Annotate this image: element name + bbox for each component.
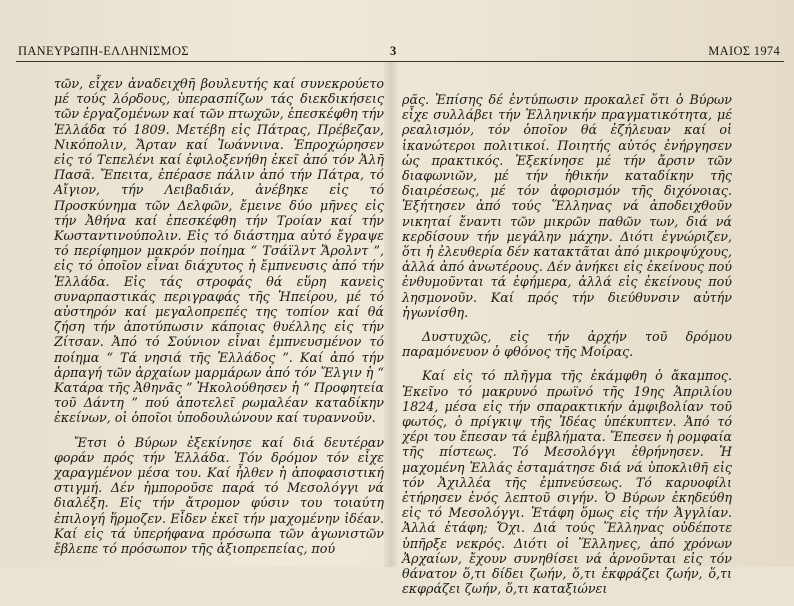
right-column — [402, 92, 732, 606]
right-paragraph: Δυστυχῶς, εἰς τήν ἀρχήν τοῦ δρόμου παραμόνευον ὁ φθόνος τῆς Μοίρας. — [402, 329, 732, 360]
header-rule — [16, 61, 784, 62]
right-paragraph: ρᾶς. Ἐπίσης δέ ἐντύπωσιν προκαλεῖ ὅτι ὁ Βύρων εἶχε συλλάβει τήν Ἑλληνικήν πραγματικότητα, μέ ρεαλισμόν, τόν ὁποῖον θά ἐζήλευαν καί οἱ ἱκανώτεροι πολιτικοί. Ποιητής αὐτός ἐνήργησεν ὡς πρακτικός. Ἐξεκίνησε μέ τήν ἄρσιν τῶν διαφωνιῶν, μέ τήν ἠθικήν καταδίκην τῆς διαιρέσεως, μέ τόν ἀφορισμόν τῆς διχόνοιας. Ἐξήτησεν ἀπό τούς Ἕλληνας νά ἀποδειχθοῦν νικηταί ἔναντι τῶν μικρῶν παθῶν των, διά νά κερδίσουν τήν μεγάλην μάχην. Διότι ἐγνώριζεν, ὅτι ἡ ἐλευθερία δέν κατακτᾶται ἀπό μικροψύχους, ἀλλά ἀπό ἀνωτέρους. Δέν ἀνήκει εἰς ἐκείνους πού ἐνθυμοῦνται τά ἐφήμερα, ἀλλά εἰς ἐκείνους πού λησμονοῦν. Καί πρός τήν διεύθυνσιν αὐτήν ἠγωνίσθη. — [402, 92, 732, 320]
left-paragraph: τῶν, εἶχεν ἀναδειχθῆ βουλευτής καί συνεκρούετο μέ τούς λόρδους, ὑπερασπίζων τάς διεκδικήσεις τῶν ἐργαζομένων καί τῶν πτωχῶν, ἐπεσκέφθη τήν Ἑλλάδα τό 1809. Μετέβη εἰς Πάτρας, Πρέβεζαν, Νικόπολιν, Ἄρταν καί Ἰωάννινα. Ἐπροχώρησεν εἰς τό Τεπελένι καί ἐφιλοξενήθη ἐκεῖ ἀπό τόν Ἀλῆ Πασᾶ. Ἔπειτα, ἐπέρασε πάλιν ἀπό τήν Πάτρα, τό Αἴγιον, τήν Λειβαδιάν, ἀνέβηκε εἰς τό Προσκύνημα τῶν Δελφῶν, ἔμεινε δύο μῆνες εἰς τήν Ἀθήνα καί ἐπεσκέφθη τήν Τροίαν καί τήν Κωσταντινούπολιν. Εἰς τό διάστημα αὐτό ἔγραψε τό περίφημον μακρόν ποίημα “ Τσάϊλντ Ἄρολντ ”, εἰς τό ὁποῖον εἶναι διάχυτος ἡ ἔμπνευσις ἀπό τήν Ἑλλάδα. Εἰς τάς στροφάς θά εὕρη κανεὶς συναρπαστικάς περιγραφάς τῆς Ἠπείρου, μέ τό αὐστηρόν καί μεγαλοπρεπές της τοπίον καί θά ζήση τήν ἀποτύπωσιν κάποιας θυέλλης εἰς τήν Ζίτσαν. Ἀπό τό Σούνιον εἶναι ἐμπνευσμένον τό ποίημα “ Τά νησιά τῆς Ἑλλάδος ”. Καί ἀπό τήν ἁρπαγή τῶν ἀρχαίων μαρμάρων ἀπό τόν Ἔλγιν ἡ “ Κατάρα τῆς Ἀθηνᾶς ” Ἠκολούθησεν ἡ “ Προφητεία τοῦ Δάντη ” πού ἀποτελεῖ ρωμαλέαν καταδίκην ἐκείνων, οἱ ὁποῖοι ὑποδουλώνουν καί τυραννοῦν. — [54, 76, 384, 426]
issue-date: ΜΑΙΟΣ 1974 — [708, 44, 780, 58]
left-column — [54, 76, 384, 565]
publication-title: ΠΑΝΕΥΡΩΠΗ-ΕΛΛΗΝΙΣΜΟΣ — [18, 44, 189, 58]
page-number: 3 — [390, 44, 397, 58]
left-paragraph: Ἔτσι ὁ Βύρων ἐξεκίνησε καί διά δευτέραν φοράν πρός τήν Ἑλλάδα. Τόν δρόμον τόν εἶχε χαραγμένον μέσα του. Καί ἦλθεν ἡ ἀποφασιστική στιγμή. Δέν ἠμποροῦσε παρά τό Μεσολόγγι νά διαλέξη. Εἰς τήν ἄτρομον φύσιν του τοιαύτη ἐπιλογή ἥρμοζεν. Εἶδεν ἐκεῖ τήν μαχομένην ἰδέαν. Καί εἰς τά ὑπερήφανα πρόσωπα τῶν ἀγωνιστῶν ἔβλεπε τό πρόσωπον τῆς ἀξιοπρεπείας, πού — [54, 434, 384, 557]
page-header — [18, 44, 780, 62]
page-fold — [384, 62, 398, 567]
right-paragraph: Καί εἰς τό πλῆγμα τῆς ἑκάμφθη ὁ ἄκαμπος. Ἐκεῖνο τό μακρυνό πρωϊνό τῆς 19ης Ἀπριλίου 1824, μέσα εἰς τήν σπαρακτικήν ἀμφιβολίαν τοῦ φωτός, ὁ πρίγκιψ τῆς Ἰδέας ὑπέκυπτεν. Ἀπό τό χέρι του ἔπεσαν τά ἐμβλήματα. Ἔπεσεν ἡ ρομφαία τῆς πίστεως. Τό Μεσολόγγι ἐθρήνησεν. Ἡ μαχομένη Ἑλλάς ἐσταμάτησε διά νά ὑποκλιθῆ εἰς τόν Ἀχιλλέα τῆς ἐμπνεύσεως. Τό καρυοφίλι ἐτήρησεν ἑνός λεπτοῦ σιγήν. Ὁ Βύρων ἐκηδεύθη εἰς τό Μεσολόγγι. Ἐτάφη ὅμως εἰς τήν Ἀγγλίαν. Ἀλλά ἐτάφη; Ὄχι. Διά τούς Ἕλληνας οὐδέποτε ὑπῆρξε νεκρός. Διότι οἱ Ἕλληνες, ἀπό χρόνων Ἀρχαίων, ἔχουν συνηθίσει νά ἀρνοῦνται εἰς τόν θάνατον ὅ,τι δίδει ζωήν, ὅ,τι ἐκφράζει ζωήν, ὅ,τι εκφράζει ζωήν, ὅ,τι καταξιώνει — [402, 368, 732, 597]
